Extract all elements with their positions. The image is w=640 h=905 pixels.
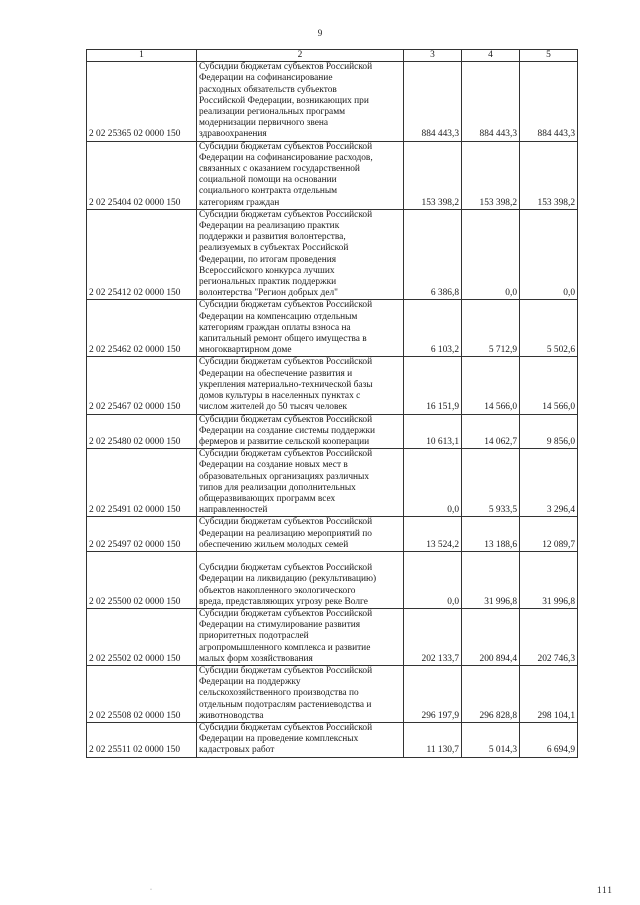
row-value-v4: 14 062,7	[462, 414, 520, 449]
row-value-v3: 16 151,9	[404, 357, 462, 414]
description-line: Субсидии бюджетам субъектов Российской	[199, 300, 373, 311]
description-line: малых форм хозяйствования	[199, 653, 313, 664]
row-code: 2 02 25462 02 0000 150	[87, 300, 197, 357]
row-code: 2 02 25502 02 0000 150	[87, 608, 197, 665]
table-row	[87, 665, 578, 722]
description-line: числом жителей до 50 тысяч человек	[199, 402, 348, 413]
row-value-v4: 5 933,5	[462, 449, 520, 517]
description-line: Федерации на ликвидацию (рекультивацию)	[199, 574, 377, 585]
row-value-v5: 3 296,4	[520, 449, 578, 517]
description-line: Всероссийского конкурса лучших	[199, 265, 335, 276]
row-code: 2 02 25491 02 0000 150	[87, 449, 197, 517]
description-line: Российской Федерации, возникающих при	[199, 95, 369, 106]
description-line: Субсидии бюджетам субъектов Российской	[199, 517, 373, 528]
row-description	[197, 141, 404, 209]
description-line: Субсидии бюджетам субъектов Российской	[199, 62, 373, 73]
description-line: типов для реализации дополнительных	[199, 482, 356, 493]
description-line: Субсидии бюджетам субъектов Российской	[199, 414, 373, 425]
description-line: объектов накопленного экологического	[199, 585, 356, 596]
description-line: Федерации на создание новых мест в	[199, 460, 348, 471]
description-line: Федерации на софинансирование	[199, 73, 333, 84]
row-value-v5: 9 856,0	[520, 414, 578, 449]
description-line: Федерации на создание системы поддержки	[199, 425, 376, 436]
description-line: Федерации на обеспечение развития и	[199, 368, 353, 379]
row-description	[197, 449, 404, 517]
table-row	[87, 62, 578, 141]
description-line: образовательных организациях различных	[199, 471, 370, 482]
description-line: поддержки и развития волонтерства,	[199, 232, 346, 243]
row-description	[197, 608, 404, 665]
description-line: здравоохранения	[199, 129, 267, 140]
page-number: 9	[317, 28, 323, 38]
row-value-v4: 5 014,3	[462, 722, 520, 757]
description-line: укрепления материально-технической базы	[199, 379, 373, 390]
description-line: общеразвивающих программ всех	[199, 493, 336, 504]
row-value-v5: 0,0	[520, 209, 578, 300]
description-line: расходных обязательств субъектов	[199, 84, 337, 95]
footer-dot: ·	[150, 887, 152, 893]
description-line: обеспечению жильем молодых семей	[199, 539, 349, 550]
row-value-v5: 298 104,1	[520, 665, 578, 722]
row-value-v5: 202 746,3	[520, 608, 578, 665]
description-line: Субсидии бюджетам субъектов Российской	[199, 608, 373, 619]
description-line: Федерации на софинансирование расходов,	[199, 152, 373, 163]
table-row	[87, 722, 578, 757]
description-line: Субсидии бюджетам субъектов Российской	[199, 665, 373, 676]
row-code: 2 02 25404 02 0000 150	[87, 141, 197, 209]
row-value-v4: 884 443,3	[462, 62, 520, 141]
budget-table	[86, 49, 578, 758]
description-line: капитальный ремонт общего имущества в	[199, 334, 367, 345]
description-line: социального контракта отдельным	[199, 186, 338, 197]
description-line: фермеров и развитие сельской кооперации	[199, 436, 370, 447]
row-description	[197, 517, 404, 552]
row-description	[197, 209, 404, 300]
row-value-v3: 296 197,9	[404, 665, 462, 722]
row-description	[197, 62, 404, 141]
description-line: Субсидии бюджетам субъектов Российской	[199, 141, 373, 152]
description-line: Субсидии бюджетам субъектов Российской	[199, 209, 373, 220]
footer-mark: 111	[597, 885, 613, 895]
description-line: региональных практик поддержки	[199, 277, 337, 288]
row-value-v4: 0,0	[462, 209, 520, 300]
row-value-v3: 0,0	[404, 551, 462, 608]
row-value-v5: 31 996,8	[520, 551, 578, 608]
table-row	[87, 608, 578, 665]
header-col-4: 4	[462, 50, 520, 62]
table-row	[87, 551, 578, 608]
row-value-v5: 153 398,2	[520, 141, 578, 209]
row-value-v4: 13 188,6	[462, 517, 520, 552]
row-value-v3: 202 133,7	[404, 608, 462, 665]
header-col-2: 2	[197, 50, 404, 62]
description-line: Федерации на проведение комплексных	[199, 734, 359, 745]
row-description	[197, 414, 404, 449]
description-line: Субсидии бюджетам субъектов Российской	[199, 357, 373, 368]
description-line: социальной помощи на основании	[199, 175, 337, 186]
description-line: категориям граждан	[199, 197, 280, 208]
row-value-v3: 0,0	[404, 449, 462, 517]
row-value-v5: 6 694,9	[520, 722, 578, 757]
description-line: Федерации на стимулирование развития	[199, 620, 361, 631]
description-line: категориям граждан оплаты взноса на	[199, 322, 351, 333]
row-value-v3: 6 103,2	[404, 300, 462, 357]
description-line: многоквартирном доме	[199, 345, 292, 356]
row-value-v4: 14 566,0	[462, 357, 520, 414]
description-line: сельскохозяйственного производства по	[199, 688, 359, 699]
row-description	[197, 551, 404, 608]
row-code: 2 02 25497 02 0000 150	[87, 517, 197, 552]
table-header-row	[87, 50, 578, 62]
description-line: Федерации на реализацию мероприятий по	[199, 528, 372, 539]
row-value-v3: 10 613,1	[404, 414, 462, 449]
description-line: агропромышленного комплекса и развитие	[199, 642, 371, 653]
row-value-v5: 12 089,7	[520, 517, 578, 552]
row-description	[197, 722, 404, 757]
description-line: Субсидии бюджетам субъектов Российской	[199, 449, 373, 460]
row-value-v3: 6 386,8	[404, 209, 462, 300]
table-row	[87, 449, 578, 517]
description-line: Субсидии бюджетам субъектов Российской	[199, 563, 373, 574]
row-value-v4: 153 398,2	[462, 141, 520, 209]
description-line: реализуемых в субъектах Российской	[199, 243, 349, 254]
description-line	[199, 552, 401, 563]
table-row	[87, 300, 578, 357]
description-line: вреда, представляющих угрозу реке Волге	[199, 596, 368, 607]
row-code: 2 02 25500 02 0000 150	[87, 551, 197, 608]
row-value-v4: 31 996,8	[462, 551, 520, 608]
row-code: 2 02 25412 02 0000 150	[87, 209, 197, 300]
row-value-v3: 884 443,3	[404, 62, 462, 141]
row-code: 2 02 25508 02 0000 150	[87, 665, 197, 722]
row-value-v3: 153 398,2	[404, 141, 462, 209]
row-value-v5: 14 566,0	[520, 357, 578, 414]
header-col-1: 1	[87, 50, 197, 62]
row-code: 2 02 25480 02 0000 150	[87, 414, 197, 449]
header-col-3: 3	[404, 50, 462, 62]
row-value-v4: 5 712,9	[462, 300, 520, 357]
description-line: направленностей	[199, 505, 268, 516]
description-line: приоритетных подотраслей	[199, 631, 309, 642]
row-code: 2 02 25511 02 0000 150	[87, 722, 197, 757]
description-line: реализации региональных программ	[199, 107, 346, 118]
table-row	[87, 141, 578, 209]
description-line: кадастровых работ	[199, 745, 275, 756]
description-line: Субсидии бюджетам субъектов Российской	[199, 722, 373, 733]
description-line: модернизации первичного звена	[199, 118, 329, 129]
description-line: отдельным подотраслям растениеводства и	[199, 699, 372, 710]
table-row	[87, 209, 578, 300]
row-description	[197, 300, 404, 357]
row-value-v4: 296 828,8	[462, 665, 520, 722]
row-code: 2 02 25467 02 0000 150	[87, 357, 197, 414]
row-value-v3: 11 130,7	[404, 722, 462, 757]
row-value-v5: 5 502,6	[520, 300, 578, 357]
description-line: связанных с оказанием государственной	[199, 164, 360, 175]
row-value-v5: 884 443,3	[520, 62, 578, 141]
description-line: Федерации, по итогам проведения	[199, 254, 337, 265]
description-line: домов культуры в населенных пунктах с	[199, 391, 361, 402]
table-row	[87, 517, 578, 552]
description-line: Федерации на реализацию практик	[199, 221, 340, 232]
description-line: Федерации на компенсацию отдельным	[199, 311, 358, 322]
description-line: Федерации на поддержку	[199, 677, 301, 688]
table-row	[87, 357, 578, 414]
header-col-5: 5	[520, 50, 578, 62]
row-value-v4: 200 894,4	[462, 608, 520, 665]
description-line: волонтерства "Регион добрых дел"	[199, 288, 338, 299]
row-description	[197, 357, 404, 414]
row-description	[197, 665, 404, 722]
description-line: животноводства	[199, 710, 264, 721]
table-row	[87, 414, 578, 449]
row-value-v3: 13 524,2	[404, 517, 462, 552]
row-code: 2 02 25365 02 0000 150	[87, 62, 197, 141]
